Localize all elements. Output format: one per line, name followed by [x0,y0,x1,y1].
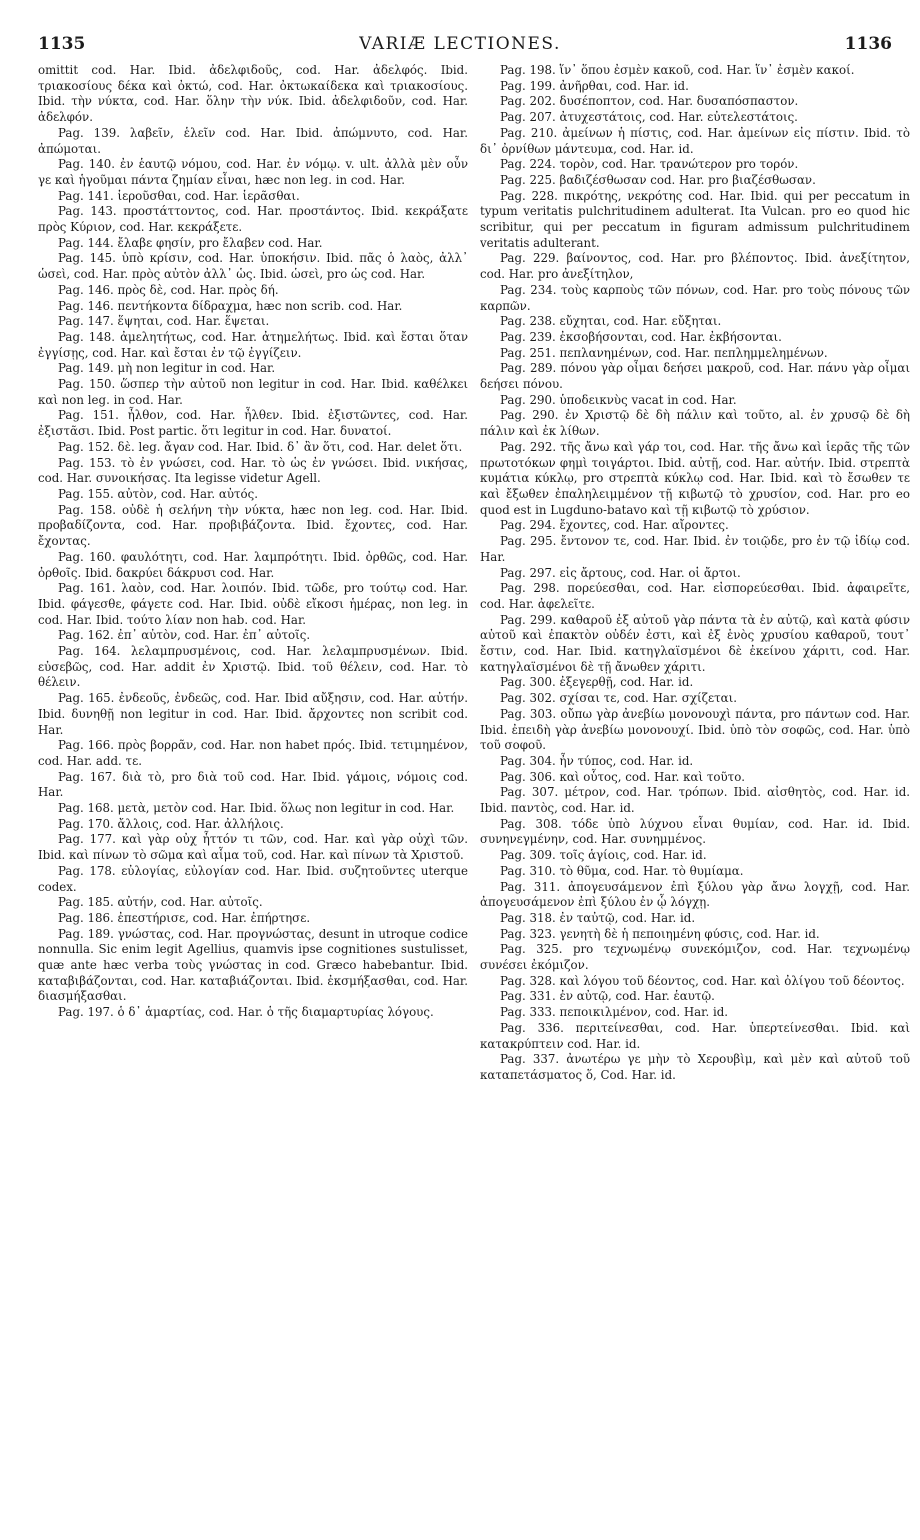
variant-entry: Pag. 202. δυσέποπτον, cod. Har. δυσαπόσπαστον. [500,94,799,109]
variant-entry: Pag. 158. οὐδὲ ἡ σελήνη τὴν νύκτα, hæc non leg. cod. Har. Ibid. προβαδίζοντα, cod. Har. προβιβάζοντα. Ibid. ἔχοντες, cod. Har. ἔχοντας. [38,502,468,549]
variant-entry: Pag. 207. ἀτυχεστάτοις, cod. Har. εὐτελεστάτοις. [500,110,798,125]
variant-entry: Pag. 297. εἰς ἄρτους, cod. Har. οἱ ἄρτοι. [500,565,741,580]
page-number-left: 1135 [38,34,86,54]
variant-entry: Pag. 225. βαδιζέσθωσαν cod. Har. pro βιαζέσθωσαν. [500,172,816,187]
variant-entry: Pag. 306. καὶ οὗτος, cod. Har. καὶ τοῦτο. [500,769,746,784]
variant-entry: Pag. 146. πεντήκοντα δίδραχμα, hæc non scrib. cod. Har. [58,298,403,313]
variant-entry: omittit cod. Har. Ibid. ἀδελφιδοῦς, cod. Har. ἀδελφός. Ibid. τριακοσίους δέκα καὶ ὀκτώ, cod. Har. ὀκτωκαίδεκα καὶ τριακοσίους. Ibid. τὴν νύκτα, cod. Har. ὅλην τὴν νύκ. Ibid. ἀδελφιδοῦν, cod. Har. ἀδελφόν. [38,63,468,125]
variant-entry: Pag. 210. ἀμείνων ἡ πίστις, cod. Har. ἀμείνων εἰς πίστιν. Ibid. τὸ δι᾽ ὀρνίθων μάντευμα, cod. Har. id. [480,125,910,156]
variant-entry: Pag. 178. εὐλογίας, εὐλογίαν cod. Har. Ibid. συζητοῦντες uterque codex. [38,863,468,894]
variant-entry: Pag. 336. περιτείνεσθαι, cod. Har. ὑπερτείνεσθαι. Ibid. καὶ κατακρύπτειν cod. Har. id. [480,1020,910,1051]
variant-entry: Pag. 164. λελαμπρυσμένοις, cod. Har. λελαμπρυσμένων. Ibid. εὐσεβῶς, cod. Har. addit ἐν Χριστῷ. Ibid. τοῦ θέλειν, cod. Har. τὸ θέλειν. [38,644,468,690]
variant-entry: Pag. 147. ἕψηται, cod. Har. ἕψεται. [58,314,270,329]
variant-entry: Pag. 309. τοῖς ἁγίοις, cod. Har. id. [500,848,707,863]
variant-entry: Pag. 302. σχίσαι τε, cod. Har. σχίζεται. [500,691,737,706]
variant-entry: Pag. 318. ἐν ταὐτῷ, cod. Har. id. [500,910,696,925]
variant-entry: Pag. 224. τορὸν, cod. Har. τρανώτερον pro τορόν. [500,157,799,172]
variant-entry: Pag. 328. καὶ λόγου τοῦ δέοντος, cod. Har. καὶ ὀλίγου τοῦ δέοντος. [500,973,905,988]
variant-entry: Pag. 333. πεποικιλμένον, cod. Har. id. [500,1005,729,1020]
page-header [20,34,900,58]
variant-entry: Pag. 153. τὸ ἐν γνώσει, cod. Har. τὸ ὡς ἐν γνώσει. Ibid. νικήσας, cod. Har. συνοικήσας. Ita legisse videtur Agell. [38,455,468,486]
right-column [480,63,910,1528]
variant-entry: Pag. 234. τοὺς καρποὺς τῶν πόνων, cod. Har. pro τοὺς πόνους τῶν καρπῶν. [480,282,910,313]
variant-entry: Pag. 325. pro τεχνωμένῳ συνεκόμιζον, cod. Har. τεχνωμένῳ συνέσει ἐκόμιζον. [480,942,910,973]
variant-entry: Pag. 150. ὥσπερ τὴν αὐτοῦ non legitur in cod. Har. Ibid. καθέλκει καὶ non leg. in cod. Har. [38,377,468,407]
variant-entry: Pag. 141. ἱεροῦσθαι, cod. Har. ἱερᾶσθαι. [58,188,300,203]
variant-entry: Pag. 148. ἀμελητήτως, cod. Har. ἀτημελήτως. Ibid. καὶ ἔσται ὅταν ἐγγίσῃς, cod. Har. καὶ ἔσται ἐν τῷ ἐγγίζειν. [38,329,468,360]
running-title: VARIÆ LECTIONES. [359,34,561,54]
variant-entry: Pag. 238. εὔχηται, cod. Har. εὔξηται. [500,314,722,329]
variant-entry: Pag. 307. μέτρον, cod. Har. τρόπων. Ibid. αἰσθητὸς, cod. Har. id. Ibid. παντὸς, cod. Har. id. [480,785,910,816]
variant-entry: Pag. 165. ἐνδεοῦς, ἐνδεῶς, cod. Har. Ibid αὔξησιν, cod. Har. αὐτήν. Ibid. δυνηθῇ non legitur in cod. Har. Ibid. ἄρχοντες non scribit cod. Har. [38,691,468,737]
variant-entry: Pag. 228. πικρότης, νεκρότης cod. Har. Ibid. qui per peccatum in typum veritatis pulchritudinem adulterat. Ita Vulcan. pro eo quod hic scribitur, qui per peccatum in figuram admissum pulchritudinem veritatis adulterant. [480,188,910,250]
variant-entry: Pag. 310. τὸ θῦμα, cod. Har. τὸ θυμίαμα. [500,863,744,878]
variant-entry: Pag. 144. ἔλαβε φησίν, pro ἔλαβεν cod. Har. [58,235,323,250]
variant-entry: Pag. 239. ἐκσοβήσονται, cod. Har. ἐκβήσονται. [500,329,782,344]
variant-entry: Pag. 292. τῆς ἄνω καὶ γάρ τοι, cod. Har. τῆς ἄνω καὶ ἱερᾶς τῆς τῶν πρωτοτόκων φημὶ τοιγάρτοι. Ibid. αὐτῇ, cod. Har. αὐτήν. Ibid. στρεπτὰ κυμάτια κύκλῳ, pro στρεπτὰ κύκλῳ cod. Har. Ibid. καὶ τὸ ἔσωθεν τε καὶ ἔξωθεν ἐπαληλειμμένον τῇ κιβωτῷ τὸ χρυσίον, cod. Har. pro eo quod est in Lugduno-batavo καὶ τῇ κιβωτῷ τὸ χρύσιον. [480,439,910,517]
variant-entry: Pag. 331. ἐν αὐτῷ, cod. Har. ἑαυτῷ. [500,989,715,1004]
variant-entry: Pag. 298. πορεύεσθαι, cod. Har. εἰσπορεύεσθαι. Ibid. ἀφαιρεῖτε, cod. Har. ἀφελεῖτε. [480,581,910,611]
page-number-right: 1136 [844,34,892,54]
variant-entry: Pag. 197. ὁ δ᾽ ἁμαρτίας, cod. Har. ὁ τῆς διαμαρτυρίας λόγους. [58,1005,434,1020]
variant-entry: Pag. 161. λαὸν, cod. Har. λοιπόν. Ibid. τῶδε, pro τούτῳ cod. Har. Ibid. φάγεσθε, φάγετε cod. Har. Ibid. οὐδὲ εἴκοσι ἡμέρας, non leg. in cod. Har. Ibid. τούτο λίαν non hab. cod. Har. [38,581,468,627]
variant-entry: Pag. 198. ἵν᾽ ὅπου ἐσμὲν κακοῦ, cod. Har. ἵν᾽ ἐσμὲν κακοί. [500,63,855,77]
variant-entry: Pag. 290. ὑποδεικνὺς vacat in cod. Har. [500,392,737,407]
variant-entry: Pag. 151. ἦλθον, cod. Har. ἦλθεν. Ibid. ἐξιστῶντες, cod. Har. ἐξιστᾶσι. Ibid. Post partic. ὅτι legitur in cod. Har. δυνατοί. [38,408,468,439]
variant-entry: Pag. 168. μετὰ, μετὸν cod. Har. Ibid. ὅλως non legitur in cod. Har. [58,801,455,816]
variant-entry: Pag. 189. γνώστας, cod. Har. προγνώστας, desunt in utroque codice nonnulla. Sic enim legit Agellius, quamvis ipse cognitiones sustulisset, quæ ante hæc verba τοὺς γνώστας in cod. Græco habebantur. Ibid. καταβιβάζονται, cod. Har. καταβιάζονται. Ibid. ἐκσμήξασθαι, cod. Har. διασμήξασθαι. [38,926,468,1004]
variant-entry: Pag. 289. πόνου γὰρ οἶμαι δεήσει μακροῦ, cod. Har. πάνυ γὰρ οἶμαι δεήσει πόνου. [480,361,910,392]
variant-entry: Pag. 300. ἐξεγερθῇ, cod. Har. id. [500,675,694,690]
variant-entry: Pag. 140. ἐν ἑαυτῷ νόμου, cod. Har. ἐν νόμῳ. v. ult. ἀλλὰ μὲν οὖν γε καὶ ἡγοῦμαι πάντα ζημίαν εἶναι, hæc non leg. in cod. Har. [38,157,468,187]
variant-entry: Pag. 294. ἔχοντες, cod. Har. αἴροντες. [500,518,729,533]
variant-entry: Pag. 186. ἐπεστήρισε, cod. Har. ἐπήρτησε. [58,910,311,925]
variant-entry: Pag. 185. αὐτήν, cod. Har. αὐτοῖς. [58,895,263,910]
variant-entry: Pag. 139. λαβεῖν, ἑλεῖν cod. Har. Ibid. ἀπώμνυτο, cod. Har. ἀπώμοται. [38,125,468,156]
variant-entry: Pag. 143. προστάττοντος, cod. Har. προστάντος. Ibid. κεκράξατε πρὸς Κύριον, cod. Har. κεκράξετε. [38,204,468,235]
variant-entry: Pag. 337. ἀνωτέρω γε μὴν τὸ Χερουβὶμ, καὶ μὲν καὶ αὐτοῦ τοῦ καταπετάσματος ὅ, Cod. Har. id. [480,1052,910,1082]
left-column [38,63,468,1528]
variant-entry: Pag. 170. ἄλλοις, cod. Har. ἀλλήλοις. [58,816,284,831]
variant-entry: Pag. 145. ὑπὸ κρίσιν, cod. Har. ὑποκήσιν. Ibid. πᾶς ὁ λαὸς, ἀλλ᾽ ὡσεὶ, cod. Har. πρὸς αὐτὸν ἀλλ᾽ ὡς. Ibid. ὡσεὶ, pro ὡς cod. Har. [38,251,468,282]
variant-entry: Pag. 311. ἀπογευσάμενον ἐπὶ ξύλου γὰρ ἄνω λογχῇ, cod. Har. ἀπογευσάμενον ἐπὶ ξύλου ἐν ᾧ λόγχῃ. [480,879,910,910]
variant-entry: Pag. 229. βαίνοντος, cod. Har. pro βλέποντος. Ibid. ἀνεξίτητον, cod. Har. pro ἀνεξίτηλον, [480,251,910,282]
variant-entry: Pag. 199. ἀνῆρθαι, cod. Har. id. [500,78,689,93]
variant-entry: Pag. 152. δὲ. leg. ἄγαν cod. Har. Ibid. δ᾽ ἂν ὅτι, cod. Har. delet ὅτι. [58,439,463,454]
variant-entry: Pag. 166. πρὸς βορρᾶν, cod. Har. non habet πρός. Ibid. τετιμημένον, cod. Har. add. τε. [38,738,468,768]
variant-entry: Pag. 308. τόδε ὑπὸ λύχνου εἶναι θυμίαν, cod. Har. id. Ibid. συνηνεγμένην, cod. Har. συνημμένος. [480,816,910,847]
variant-entry: Pag. 149. μὴ non legitur in cod. Har. [58,361,276,376]
variant-entry: Pag. 162. ἐπ᾽ αὐτὸν, cod. Har. ἐπ᾽ αὐτοῖς. [58,628,311,643]
variant-entry: Pag. 155. αὐτὸν, cod. Har. αὐτός. [58,486,258,501]
variant-entry: Pag. 146. πρὸς δὲ, cod. Har. πρὸς δή. [58,282,279,297]
variant-entry: Pag. 323. γενητὴ δὲ ἡ πεποιημένη φύσις, cod. Har. id. [500,926,820,941]
variant-entry: Pag. 303. οὔπω γὰρ ἀνεβίω μονονουχὶ πάντα, pro πάντων cod. Har. Ibid. ἐπειδὴ γὰρ ἀνεβίω μονονουχί. Ibid. ὑπὸ τὸν σοφῶς, cod. Har. ὑπὸ τοῦ σοφοῦ. [480,706,910,753]
variant-entry: Pag. 299. καθαροῦ ἐξ αὐτοῦ γὰρ πάντα τὰ ἐν αὐτῷ, καὶ κατὰ φύσιν αὐτοῦ καὶ ἐπακτὸν οὐδέν ἐστι, καὶ ἐξ ἑνὸς χρυσίου καθαροῦ, τουτ᾽ ἔστιν, cod. Har. Ibid. κατηγλαϊσμένοι δὲ ἐκείνου χάριτι, cod. Har. κατηγλαϊσμένοι δὲ τῇ ἄνωθεν χάριτι. [480,612,910,674]
variant-entry: Pag. 304. ἦν τύπος, cod. Har. id. [500,753,694,768]
variant-entry: Pag. 160. φαυλότητι, cod. Har. λαμπρότητι. Ibid. ὀρθῶς, cod. Har. ὀρθοῖς. Ibid. δακρύει δάκρυσι cod. Har. [38,549,468,580]
variant-entry: Pag. 251. πεπλανημένων, cod. Har. πεπλημμελημένων. [500,345,828,360]
variant-entry: Pag. 295. ἔντονον τε, cod. Har. Ibid. ἐν τοιῷδε, pro ἐν τῷ ἰδίῳ cod. Har. [480,534,910,564]
variant-entry: Pag. 290. ἐν Χριστῷ δὲ δὴ πάλιν καὶ τοῦτο, al. ἐν χρυσῷ δὲ δὴ πάλιν καὶ ἐκ λίθων. [480,408,910,439]
variant-entry: Pag. 167. διὰ τὸ, pro διὰ τοῦ cod. Har. Ibid. γάμοις, νόμοις cod. Har. [38,769,468,800]
variant-entry: Pag. 177. καὶ γὰρ οὐχ ἧττόν τι τῶν, cod. Har. καὶ γὰρ οὐχὶ τῶν. Ibid. καὶ πίνων τὸ σῶμα καὶ αἷμα τοῦ, cod. Har. καὶ πίνων τὰ Χριστοῦ. [38,832,468,863]
